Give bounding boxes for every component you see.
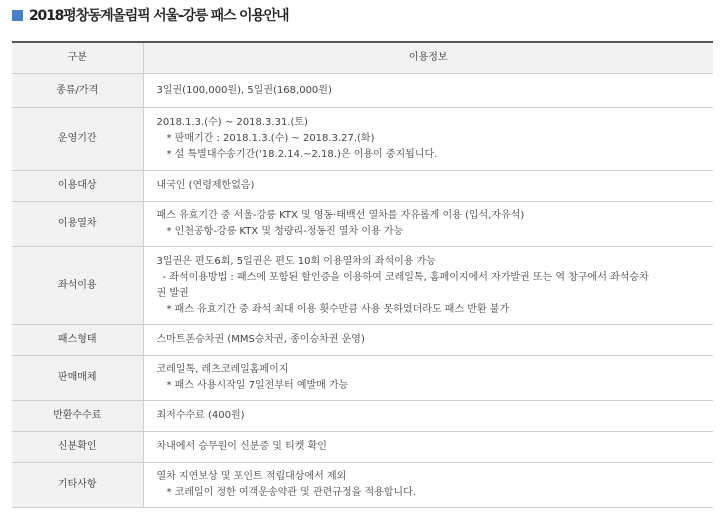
row-label: 이용대상 (12, 171, 143, 202)
row-subline: - 좌석이용방법 : 패스에 포함된 할인증을 이용하여 코레일톡, 홈페이지에서 자가발권 또는 역 창구에서 좌석승차 (162, 271, 649, 283)
row-value (143, 463, 713, 508)
row-value (143, 356, 713, 401)
row-value (143, 432, 713, 463)
row-note: * 판매기간 : 2018.1.3.(수) ~ 2018.3.27.(화) (166, 133, 375, 144)
row-note: * 인천공항-강릉 KTX 및 청량리-정동진 열차 이용 가능 (166, 226, 404, 237)
header-category: 구분 (12, 42, 143, 74)
row-note: * 설 특별대수송기간('18.2.14.~2.18.)은 이용이 중지됩니다. (166, 149, 438, 160)
row-value (143, 401, 713, 432)
row-note: * 패스 유효기간 중 좌석 최대 이용 횟수만큼 사용 못하였더라도 패스 반환 불가 (166, 303, 510, 315)
row-label: 기타사항 (12, 463, 143, 508)
table-row (12, 401, 713, 432)
row-value (143, 202, 713, 247)
table-row (12, 74, 713, 108)
row-value (143, 247, 713, 325)
row-line: 내국인 (연령제한없음) (156, 180, 255, 191)
row-line: 2018.1.3.(수) ~ 2018.3.31.(토) (156, 117, 308, 128)
table-row (12, 108, 713, 171)
table-row (12, 247, 713, 325)
page-title: 2018평창동계올림픽 서울-강릉 패스 이용안내 (29, 8, 289, 24)
table-row (12, 325, 713, 356)
row-note: * 패스 사용시작일 7일전부터 예발매 가능 (166, 380, 349, 391)
table-row (12, 463, 713, 508)
row-label: 운영기간 (12, 108, 143, 171)
table-row (12, 356, 713, 401)
table-row (12, 432, 713, 463)
row-label: 판매매체 (12, 356, 143, 401)
square-bullet-icon (12, 10, 23, 21)
row-line: 패스 유효기간 중 서울-강릉 KTX 및 영동·태백선 열차를 자유롭게 이용 (입석,자유석) (156, 210, 525, 221)
row-value (143, 74, 713, 108)
row-line: 스마트폰승차권 (MMS승차권, 종이승차권 운영) (156, 334, 365, 345)
row-value (143, 325, 713, 356)
row-label: 패스형태 (12, 325, 143, 356)
row-line: 3일권은 편도6회, 5일권은 편도 10회 이용열차의 좌석이용 가능 (156, 255, 436, 267)
row-line: 3일권(100,000원), 5일권(168,000원) (156, 84, 332, 96)
row-value (143, 171, 713, 202)
row-line: 코레일톡, 레츠코레일홈페이지 (156, 364, 289, 375)
row-value (143, 108, 713, 171)
header-info: 이용정보 (143, 42, 713, 74)
row-label: 반환수수료 (12, 401, 143, 432)
title-row (12, 4, 288, 26)
table-row (12, 202, 713, 247)
table-header-row (12, 42, 713, 74)
row-line-continued: 권 발권 (156, 287, 189, 299)
row-label: 이용열차 (12, 202, 143, 247)
row-line: 차내에서 승무원이 신분증 및 티켓 확인 (156, 441, 327, 452)
table-row (12, 171, 713, 202)
info-table (12, 41, 713, 508)
row-label: 좌석이용 (12, 247, 143, 325)
row-note: * 코레일이 정한 여객운송약관 및 관련규정을 적용합니다. (166, 487, 416, 498)
row-line: 최저수수료 (400원) (156, 410, 245, 421)
row-line: 열차 지연보상 및 포인트 적립대상에서 제외 (156, 471, 347, 482)
row-label: 종류/가격 (12, 74, 143, 108)
row-label: 신분확인 (12, 432, 143, 463)
